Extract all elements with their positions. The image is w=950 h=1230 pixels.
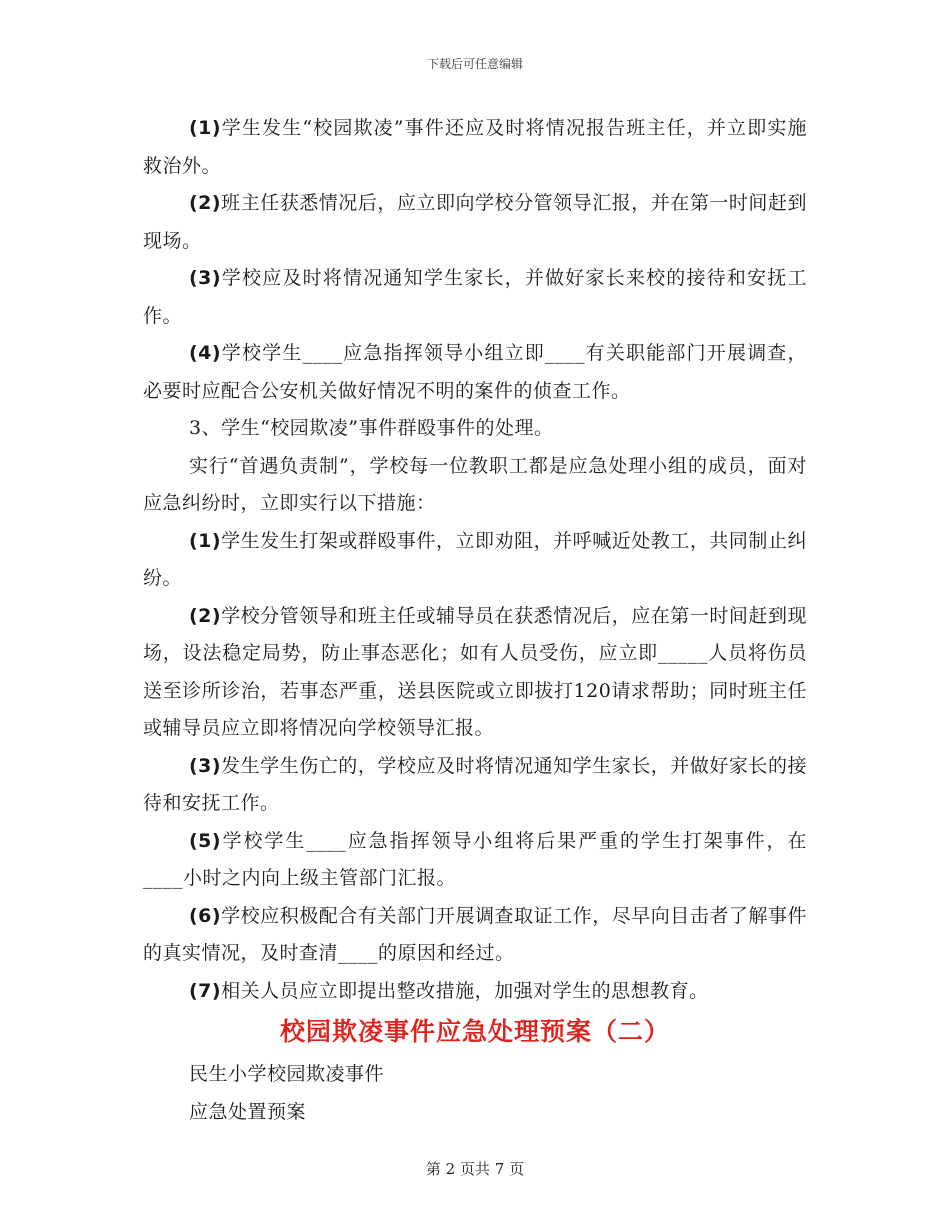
section-title: 校园欺凌事件应急处理预案（二） — [279, 1017, 670, 1046]
paragraph-text: 班主任获悉情况后，应立即向学校分管领导汇报，并在第一时间赶到现场。 — [143, 192, 807, 252]
paragraph-text: 学生发生打架或群殴事件，立即劝阻，并呼喊近处教工，共同制止纠纷。 — [143, 529, 807, 589]
paragraph-item — [143, 973, 807, 1011]
item-number: (6) — [189, 904, 222, 927]
subtitle-line: 应急处置预案 — [189, 1100, 307, 1123]
page-header: 下载后可任意编辑 — [426, 57, 523, 71]
section-heading-3 — [143, 410, 807, 448]
paragraph-item — [143, 898, 807, 973]
paragraph-item — [143, 448, 807, 523]
paragraph-text: 3、学生“校园欺凌”事件群殴事件的处理。 — [189, 417, 554, 439]
item-number: (2) — [189, 604, 222, 627]
paragraph-item — [143, 335, 807, 410]
item-number: (2) — [189, 192, 222, 214]
paragraph-item — [143, 823, 807, 898]
page-footer: 第 2 页共 7 页 — [425, 1160, 525, 1178]
subtitle-line: 民生小学校园欺凌事件 — [189, 1063, 385, 1085]
paragraph-item — [143, 260, 807, 335]
paragraph-text: 学校学生____应急指挥领导小组将后果严重的学生打架事件，在____小时之内向上级主管部门汇报。 — [143, 829, 807, 889]
item-number: (4) — [189, 342, 222, 364]
paragraph-text: 发生学生伤亡的，学校应及时将情况通知学生家长，并做好家长的接待和安抚工作。 — [143, 754, 807, 814]
paragraph-text: 实行“首遇负责制”，学校每一位教职工都是应急处理小组的成员，面对应急纠纷时，立即实行以下措施： — [143, 454, 807, 514]
item-number: (7) — [189, 979, 222, 1002]
document-body — [143, 110, 807, 1131]
item-number: (5) — [189, 829, 222, 852]
item-number: (1) — [189, 529, 222, 552]
paragraph-item — [143, 598, 807, 748]
paragraph-text: 学校学生____应急指挥领导小组立即____有关职能部门开展调查，必要时应配合公安机关做好情况不明的案件的侦查工作。 — [143, 342, 807, 402]
paragraph-item — [143, 523, 807, 598]
paragraph-item — [143, 185, 807, 260]
paragraph-text: 学生发生“校园欺凌”事件还应及时将情况报告班主任，并立即实施救治外。 — [143, 117, 807, 177]
item-number: (3) — [189, 754, 222, 777]
paragraph-text: 学校分管领导和班主任或辅导员在获悉情况后，应在第一时间赶到现场，设法稳定局势，防止事态恶化；如有人员受伤，应立即_____人员将伤员送至诊所诊治，若事态严重，送县医院或立即拔打120请求帮助；同时班主任或辅导员应立即将情况向学校领导汇报。 — [143, 604, 807, 739]
paragraph-item — [143, 748, 807, 823]
item-number: (3) — [189, 267, 222, 289]
paragraph-item — [143, 110, 807, 185]
item-number: (1) — [189, 117, 222, 139]
paragraph-text: 学校应及时将情况通知学生家长，并做好家长来校的接待和安抚工作。 — [143, 267, 807, 327]
paragraph-text: 学校应积极配合有关部门开展调查取证工作，尽早向目击者了解事件的真实情况，及时查清____的原因和经过。 — [143, 904, 807, 964]
paragraph-text: 相关人员应立即提出整改措施，加强对学生的思想教育。 — [221, 979, 709, 1002]
